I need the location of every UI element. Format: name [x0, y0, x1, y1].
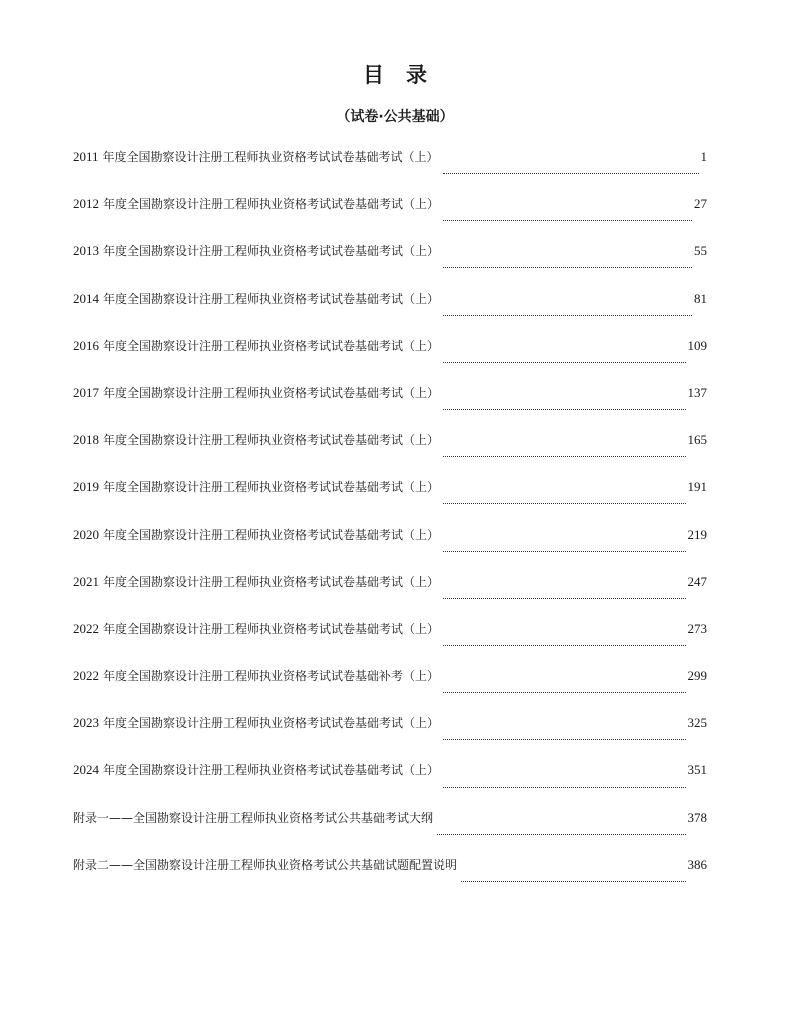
- toc-entry-title: [73, 711, 439, 735]
- toc-entry[interactable]: [73, 287, 707, 334]
- toc-entry-title: [73, 806, 433, 830]
- toc-entry-name: 年度全国勘察设计注册工程师执业资格考试试卷基础考试（上）: [103, 527, 440, 542]
- toc-entry-year: 2013: [73, 243, 99, 259]
- toc-entry[interactable]: [73, 381, 707, 428]
- toc-entry[interactable]: [73, 239, 707, 286]
- toc-entry-page-number: 191: [687, 479, 707, 495]
- toc-entry-name: 年度全国勘察设计注册工程师执业资格考试试卷基础考试（上）: [103, 244, 440, 259]
- toc-entry-year: 2019: [73, 479, 99, 495]
- toc-entry-title: [73, 145, 439, 169]
- toc-entry-page-number: 386: [687, 856, 707, 872]
- toc-dot-leader: [443, 267, 692, 268]
- toc-entry[interactable]: [73, 711, 707, 758]
- toc-entry[interactable]: [73, 806, 707, 853]
- toc-entry-page-number: 165: [687, 432, 707, 448]
- toc-entry-title: [73, 664, 439, 688]
- toc-entry-title: [73, 192, 439, 216]
- toc-entry-name: 年度全国勘察设计注册工程师执业资格考试试卷基础补考（上）: [103, 669, 440, 684]
- toc-entry-title: [73, 287, 439, 311]
- toc-entry-year: 2022: [73, 620, 99, 636]
- toc-entry[interactable]: [73, 664, 707, 711]
- toc-entry-year: 2022: [73, 668, 99, 684]
- toc-entry-name: 年度全国勘察设计注册工程师执业资格考试试卷基础考试（上）: [103, 291, 440, 306]
- page-title: 目录: [363, 63, 449, 87]
- toc-entry-name: 年度全国勘察设计注册工程师执业资格考试试卷基础考试（上）: [103, 338, 440, 353]
- toc-entry-title: [73, 334, 439, 358]
- toc-entry-name: 年度全国勘察设计注册工程师执业资格考试试卷基础考试（上）: [103, 621, 440, 636]
- toc-dot-leader: [443, 645, 685, 646]
- toc-entry[interactable]: [73, 428, 707, 475]
- toc-entry-name: 年度全国勘察设计注册工程师执业资格考试试卷基础考试（上）: [103, 716, 440, 731]
- toc-dot-leader: [437, 834, 685, 835]
- toc-entry-page-number: 137: [687, 384, 707, 400]
- toc-dot-leader: [443, 173, 699, 174]
- toc-entry-name: 附录二——全国勘察设计注册工程师执业资格考试公共基础试题配置说明: [73, 857, 458, 872]
- toc-entry-page-number: 299: [687, 668, 707, 684]
- toc-dot-leader: [443, 503, 685, 504]
- toc-entry-name: 年度全国勘察设计注册工程师执业资格考试试卷基础考试（上）: [103, 574, 440, 589]
- toc-dot-leader: [443, 362, 685, 363]
- toc-dot-leader: [443, 787, 685, 788]
- toc-entry-title: [73, 853, 457, 877]
- toc-entry-page-number: 247: [687, 573, 707, 589]
- toc-entry[interactable]: [73, 570, 707, 617]
- toc-entry[interactable]: [73, 475, 707, 522]
- toc-dot-leader: [443, 551, 685, 552]
- toc-entry-name: 年度全国勘察设计注册工程师执业资格考试试卷基础考试（上）: [103, 433, 440, 448]
- toc-entry-name: 年度全国勘察设计注册工程师执业资格考试试卷基础考试（上）: [102, 150, 439, 164]
- toc-entry-title: [73, 758, 439, 782]
- toc-entry[interactable]: [73, 853, 707, 900]
- toc-entry-title: [73, 523, 439, 547]
- toc-entry-name: 年度全国勘察设计注册工程师执业资格考试试卷基础考试（上）: [103, 197, 440, 212]
- toc-dot-leader: [443, 739, 685, 740]
- toc-entry[interactable]: [73, 334, 707, 381]
- toc-entry-page-number: 351: [687, 762, 707, 778]
- toc-entry-year: 2024: [73, 762, 99, 778]
- toc-dot-leader: [443, 315, 692, 316]
- toc-dot-leader: [443, 220, 692, 221]
- toc-entry-page-number: 219: [687, 526, 707, 542]
- toc-dot-leader: [443, 409, 685, 410]
- toc-entry-title: [73, 617, 439, 641]
- toc-entry-page-number: 81: [694, 290, 707, 306]
- page-subtitle: （试卷·公共基础）: [336, 109, 454, 125]
- toc-dot-leader: [461, 881, 685, 882]
- toc-entry-year: 2017: [73, 384, 99, 400]
- toc-entry-page-number: 55: [694, 243, 707, 259]
- toc-dot-leader: [443, 692, 685, 693]
- toc-entry[interactable]: [73, 758, 707, 805]
- toc-entry-year: 2012: [73, 196, 99, 212]
- toc-entry-name: 年度全国勘察设计注册工程师执业资格考试试卷基础考试（上）: [103, 763, 440, 778]
- toc-entry-year: 2011: [73, 149, 99, 164]
- toc-entry[interactable]: [73, 145, 707, 192]
- toc-entry-year: 2014: [73, 290, 99, 306]
- toc-dot-leader: [443, 456, 685, 457]
- toc-entry-page-number: 273: [687, 620, 707, 636]
- toc-entry-page-number: 378: [687, 809, 707, 825]
- toc-entry[interactable]: [73, 523, 707, 570]
- toc-entry-title: [73, 475, 439, 499]
- toc-entry-page-number: 1: [700, 149, 707, 164]
- toc-entry-year: 2020: [73, 526, 99, 542]
- toc-entry-title: [73, 381, 439, 405]
- toc-entry-title: [73, 239, 439, 263]
- toc-dot-leader: [443, 598, 685, 599]
- toc-entry-name: 附录一——全国勘察设计注册工程师执业资格考试公共基础考试大纲: [73, 810, 434, 825]
- toc-entry-year: 2016: [73, 337, 99, 353]
- toc-entry-title: [73, 570, 439, 594]
- toc-entry-page-number: 325: [687, 715, 707, 731]
- toc-entry-title: [73, 428, 439, 452]
- toc-entry[interactable]: [73, 192, 707, 239]
- toc-entry[interactable]: [73, 617, 707, 664]
- toc-entry-year: 2018: [73, 432, 99, 448]
- toc-entry-page-number: 27: [694, 196, 707, 212]
- toc-entry-name: 年度全国勘察设计注册工程师执业资格考试试卷基础考试（上）: [103, 480, 440, 495]
- toc-entry-year: 2023: [73, 715, 99, 731]
- toc-entry-year: 2021: [73, 573, 99, 589]
- toc-entry-name: 年度全国勘察设计注册工程师执业资格考试试卷基础考试（上）: [103, 385, 440, 400]
- toc-entry-page-number: 109: [687, 337, 707, 353]
- table-of-contents: [73, 145, 707, 900]
